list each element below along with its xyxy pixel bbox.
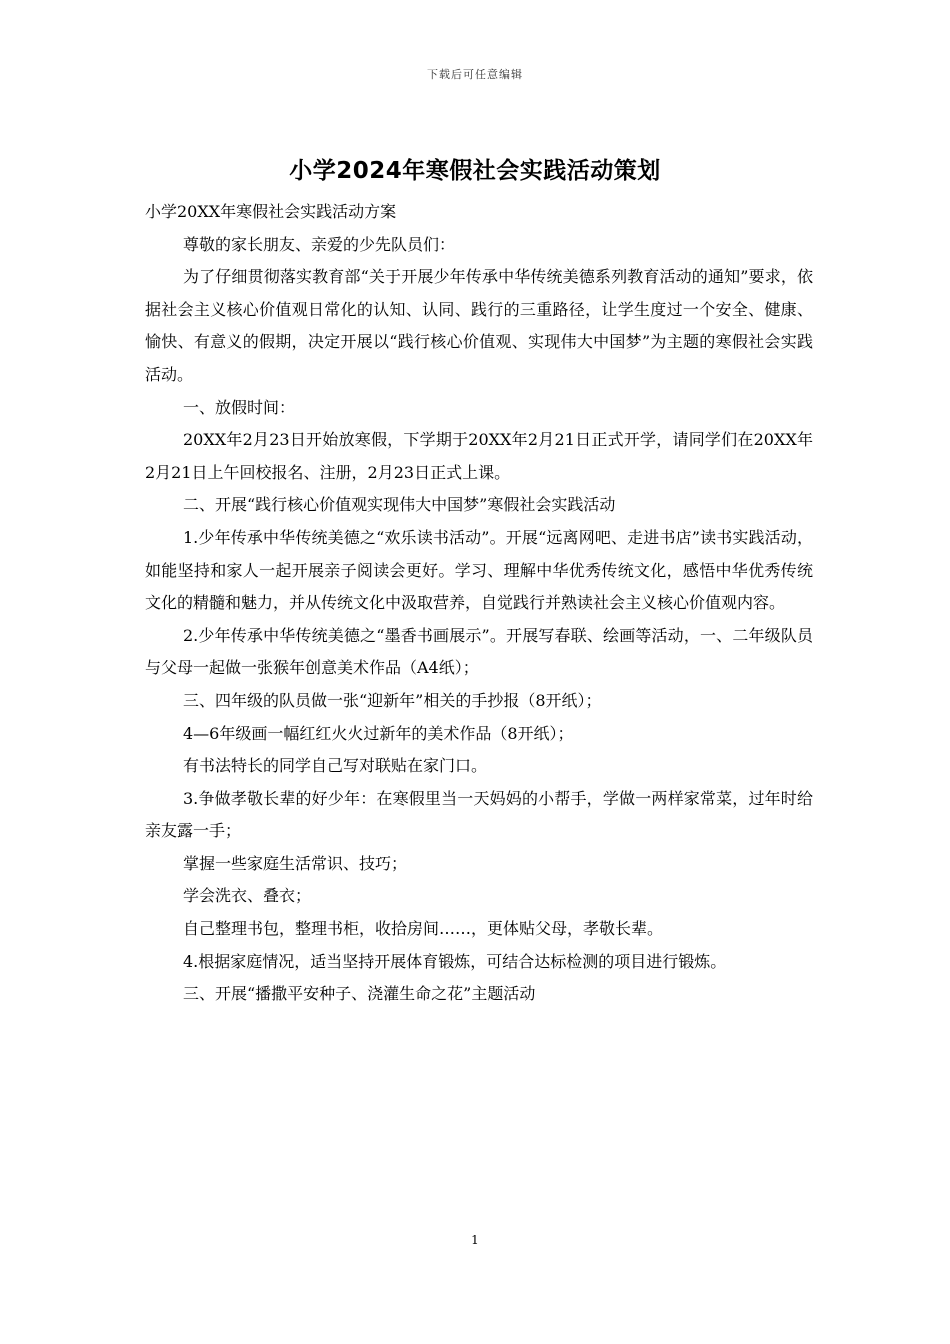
body-paragraph: 小学20XX年寒假社会实践活动方案 (145, 202, 397, 221)
body-paragraph: 尊敬的家长朋友、亲爱的少先队员们： (183, 234, 456, 254)
body-paragraph: 1.少年传承中华传统美德之“欢乐读书活动”。开展“远离网吧、走进书店”读书实践活动，如能坚持和家人一起开展亲子阅读会更好。学习、理解中华优秀传统文化，感悟中华优秀传统文化的精髓和魅力，并从传统文化中汲取营养，自觉践行并熟读社会主义核心价值观内容。 (145, 527, 813, 613)
body-paragraph: 20XX年2月23日开始放寒假，下学期于20XX年2月21日正式开学，请同学们在20XX年2月21日上午回校报名、注册，2月23日正式上课。 (145, 430, 813, 482)
body-paragraph: 一、放假时间： (183, 397, 296, 417)
body-paragraph: 掌握一些家庭生活常识、技巧； (183, 853, 408, 873)
body-paragraph: 三、开展“播撒平安种子、浇灌生命之花”主题活动 (183, 984, 536, 1004)
header-note: 下载后可任意编辑 (427, 68, 523, 81)
body-paragraph: 2.少年传承中华传统美德之“墨香书画展示”。开展写春联、绘画等活动，一、二年级队员与父母一起做一张猴年创意美术作品（A4纸）； (145, 625, 813, 678)
document-body (145, 196, 813, 1011)
body-paragraph: 有书法特长的同学自己写对联贴在家门口。 (183, 756, 488, 776)
body-paragraph: 三、四年级的队员做一张“迎新年”相关的手抄报（8开纸）； (183, 690, 602, 710)
body-paragraph: 自己整理书包，整理书柜，收拾房间……，更体贴父母，孝敬长辈。 (183, 919, 664, 939)
body-paragraph: 4—6年级画一幅红红火火过新年的美术作品（8开纸）； (183, 723, 574, 743)
body-paragraph: 4.根据家庭情况，适当坚持开展体育锻炼，可结合达标检测的项目进行锻炼。 (183, 951, 727, 971)
body-paragraph: 二、开展“践行核心价值观实现伟大中国梦”寒假社会实践活动 (183, 495, 616, 515)
body-paragraph: 为了仔细贯彻落实教育部“关于开展少年传承中华传统美德系列教育活动的通知”要求，依据社会主义核心价值观日常化的认知、认同、践行的三重路径，让学生度过一个安全、健康、愉快、有意义的假期，决定开展以“践行核心价值观、实现伟大中国梦”为主题的寒假社会实践活动。 (145, 267, 813, 384)
document-title: 小学2024年寒假社会实践活动策划 (289, 158, 661, 184)
page-number: 1 (471, 1233, 479, 1247)
body-paragraph: 学会洗衣、叠衣； (183, 886, 312, 906)
body-paragraph: 3.争做孝敬长辈的好少年：在寒假里当一天妈妈的小帮手，学做一两样家常菜，过年时给亲友露一手； (145, 788, 813, 841)
